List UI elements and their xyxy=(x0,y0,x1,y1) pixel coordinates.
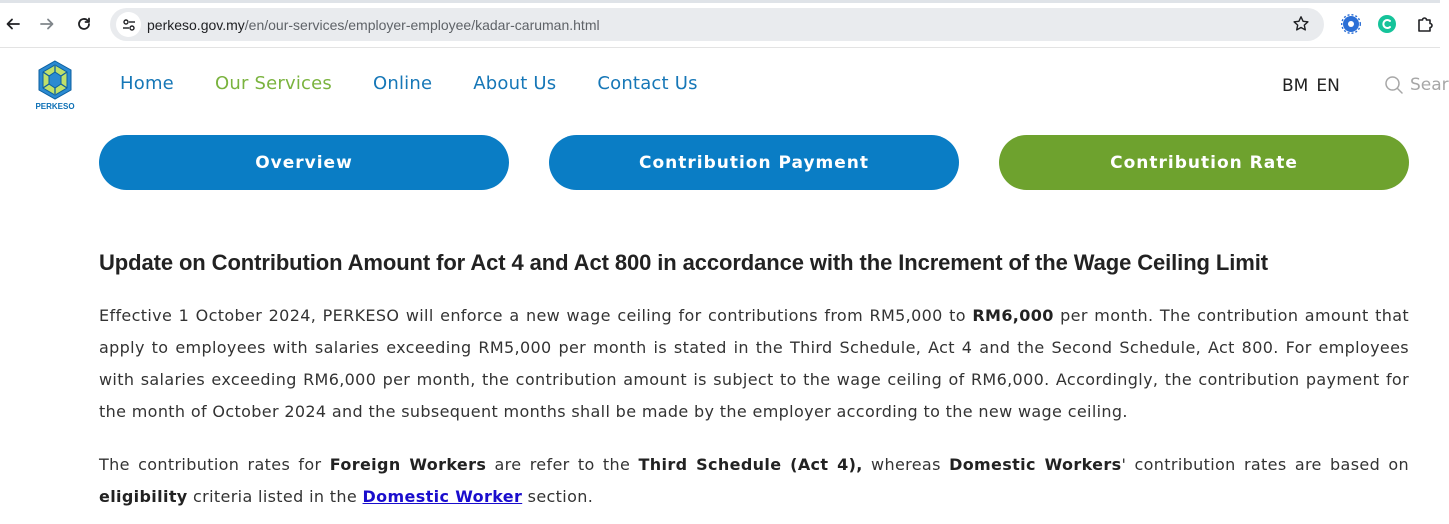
lang-bm[interactable]: BM xyxy=(1282,76,1309,96)
p2-text-5: criteria listed in the xyxy=(187,487,363,506)
nav-contact-us[interactable]: Contact Us xyxy=(597,73,698,94)
back-button[interactable] xyxy=(0,11,26,37)
extensions-puzzle-icon[interactable] xyxy=(1414,13,1436,35)
browser-toolbar xyxy=(0,0,1440,48)
reload-button[interactable] xyxy=(71,11,97,37)
p2-bold-domestic-workers: Domestic Workers xyxy=(949,455,1122,474)
tab-overview[interactable]: Overview xyxy=(99,135,509,190)
main-content xyxy=(99,250,1409,513)
perkeso-logo[interactable] xyxy=(32,59,78,113)
nav-home[interactable]: Home xyxy=(120,73,174,94)
extension-grammar-icon[interactable] xyxy=(1376,13,1398,35)
nav-about-us[interactable]: About Us xyxy=(473,73,557,94)
contribution-rates-paragraph xyxy=(99,449,1409,513)
tab-contribution-payment[interactable]: Contribution Payment xyxy=(549,135,959,190)
p2-text-4: ' contribution rates are based on xyxy=(1121,455,1409,474)
p2-text-3: whereas xyxy=(862,455,950,474)
p2-bold-eligibility: eligibility xyxy=(99,487,188,506)
p2-bold-foreign-workers: Foreign Workers xyxy=(329,455,487,474)
p2-bold-third-schedule: Third Schedule (Act 4), xyxy=(638,455,863,474)
p2-text-1: The contribution rates for xyxy=(99,455,330,474)
tab-contribution-rate[interactable]: Contribution Rate xyxy=(999,135,1409,190)
logo-text: PERKESO xyxy=(35,102,75,111)
site-header xyxy=(0,49,1449,121)
back-arrow-icon xyxy=(5,16,21,32)
p2-text-2: are refer to the xyxy=(486,455,639,474)
site-search[interactable] xyxy=(1384,75,1449,95)
p1-bold-rm6000: RM6,000 xyxy=(972,306,1054,325)
nav-our-services[interactable]: Our Services xyxy=(214,73,332,94)
page-heading: Update on Contribution Amount for Act 4 and Act 800 in accordance with the Increment of the Wage Ceiling Limit xyxy=(99,250,1268,275)
forward-arrow-icon xyxy=(39,16,55,32)
address-bar[interactable] xyxy=(110,8,1324,41)
p2-text-6: section. xyxy=(522,487,594,506)
main-nav xyxy=(120,73,739,94)
language-switcher xyxy=(1282,76,1348,96)
perkeso-emblem-icon xyxy=(32,59,78,103)
wage-ceiling-paragraph xyxy=(99,300,1409,428)
lang-en[interactable]: EN xyxy=(1316,76,1340,96)
tune-icon xyxy=(122,18,136,32)
url-host: perkeso.gov.my xyxy=(147,17,245,33)
forward-button[interactable] xyxy=(34,11,60,37)
domestic-worker-link[interactable]: Domestic Worker xyxy=(362,487,523,506)
search-icon xyxy=(1384,75,1404,95)
url-path: /en/our-services/employer-employee/kadar-caruman.html xyxy=(244,17,600,33)
site-info-button[interactable] xyxy=(116,12,141,37)
search-input[interactable]: Sear xyxy=(1410,75,1449,95)
url-text xyxy=(147,17,600,33)
extension-gear-icon[interactable] xyxy=(1340,13,1362,35)
p1-text-1: Effective 1 October 2024, PERKESO will enforce a new wage ceiling for contributions from RM5,000 to xyxy=(99,306,973,325)
nav-online[interactable]: Online xyxy=(372,73,433,94)
bookmark-star-icon[interactable] xyxy=(1292,15,1310,38)
p1-text-2: per month. The contribution amount that apply to employees with salaries exceeding RM5,000 per month is stated in the Third Schedule, Act 4 and the Second Schedule, Act 800. For employees with salaries exceeding RM6,000 per month, the contribution amount is subject to the wage ceiling of RM6,000. Accordingly, the contribution payment for the month of October 2024 and the subsequent months shall be made by the employer according to the new wage ceiling. xyxy=(99,306,1409,421)
reload-icon xyxy=(76,16,92,32)
tab-strip-edge xyxy=(0,0,1440,3)
